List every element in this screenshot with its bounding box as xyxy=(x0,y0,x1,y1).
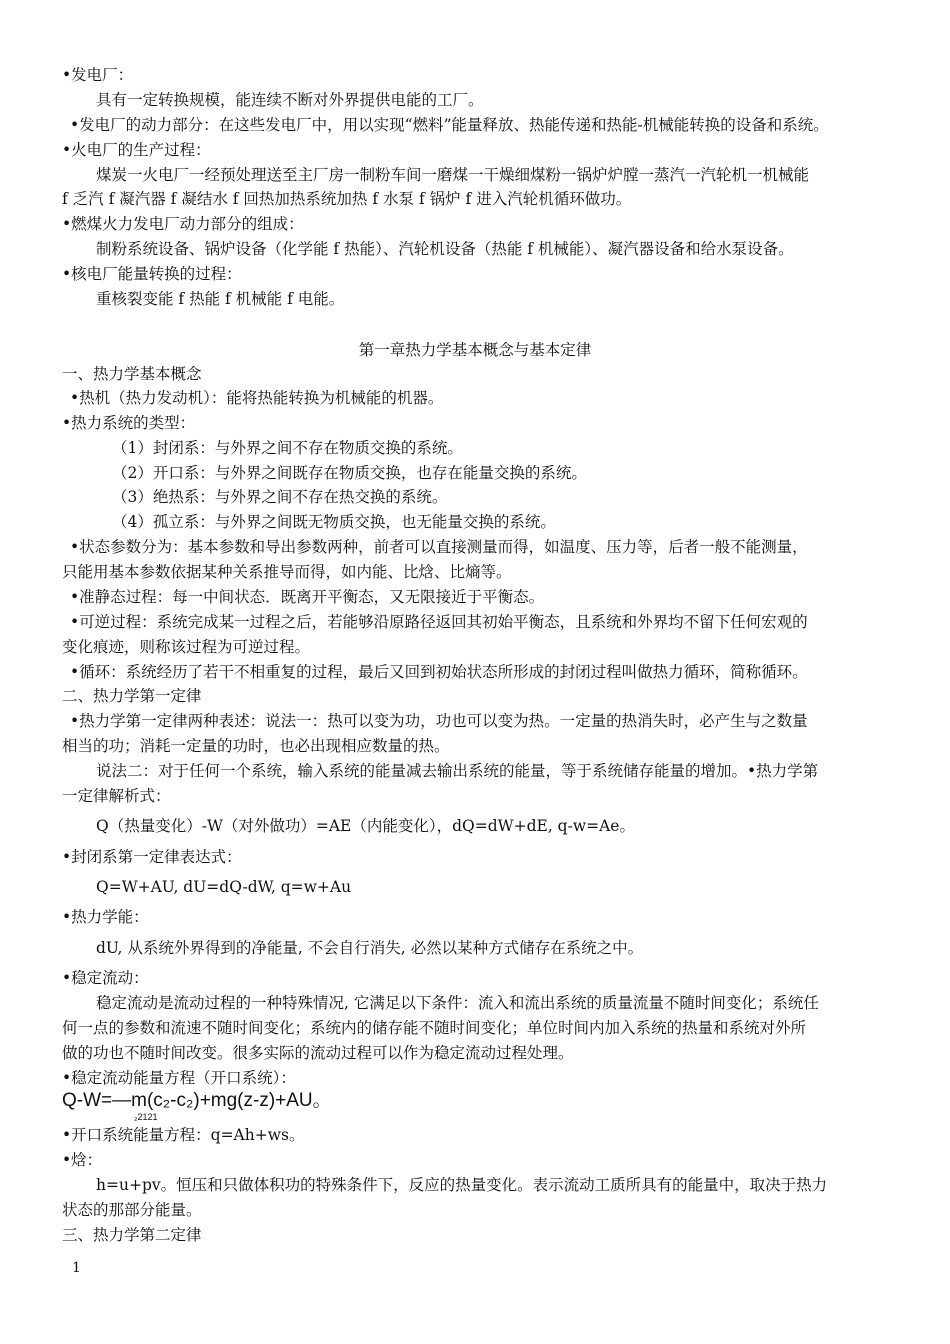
paragraph: 变化痕迹，则称该过程为可逆过程。 xyxy=(62,638,311,656)
section-heading: 三、热力学第二定律 xyxy=(62,1226,202,1244)
paragraph: 一定律解析式： xyxy=(62,787,171,805)
bullet-heat-engine: •热机（热力发动机）：能将热能转换为机械能的机器。 xyxy=(70,389,444,407)
paragraph: 煤炭一火电厂一经预处理送至主厂房一制粉车间一磨煤一干燥细煤粉一锅炉炉膛一蒸汽一汽轮机一机械能 xyxy=(96,166,810,184)
bullet-closed-system: •封闭系第一定律表达式： xyxy=(62,848,242,866)
bullet-quasi-static: •准静态过程：每一中间状态．既离开平衡态，又无限接近于平衡态。 xyxy=(70,588,545,606)
paragraph: dU, 从系统外界得到的净能量, 不会自行消失, 必然以某种方式储存在系统之中。 xyxy=(96,939,644,957)
formula: Q（热量变化）-W（对外做功）=AE（内能变化），dQ=dW+dE, q-w=Ae。 xyxy=(96,817,635,835)
paragraph: 状态的那部分能量。 xyxy=(62,1201,202,1219)
chapter-title: 第一章热力学基本概念与基本定律 xyxy=(358,341,592,359)
paragraph: 做的功也不随时间改变。很多实际的流动过程可以作为稳定流动过程处理。 xyxy=(62,1044,574,1062)
bullet-system-types: •热力系统的类型： xyxy=(62,414,196,432)
paragraph: 重核裂变能 f 热能 f 机械能 f 电能。 xyxy=(96,290,345,308)
section-heading: 一、热力学基本概念 xyxy=(62,365,202,383)
bullet-first-law: •热力学第一定律两种表述：说法一：热可以变为功，功也可以变为热。一定量的热消失时，必产生与之数量 xyxy=(70,712,808,730)
bullet-cycle: •循环：系统经历了若干不相重复的过程，最后又回到初始状态所形成的封闭过程叫做热力循环，简称循环。 xyxy=(70,663,808,681)
paragraph: 具有一定转换规模，能连续不断对外界提供电能的工厂。 xyxy=(96,91,484,109)
paragraph: 稳定流动是流动过程的一种特殊情况, 它满足以下条件：流入和流出系统的质量流量不随时间变化；系统任 xyxy=(96,994,819,1012)
bullet-open-system: •开口系统能量方程：q=Ah+ws。 xyxy=(62,1126,305,1144)
formula: Q=W+AU, dU=dQ-dW, q=w+Au xyxy=(96,878,352,896)
bullet-power-plant: •发电厂： xyxy=(62,66,134,84)
paragraph: f 乏汽 f 凝汽器 f 凝结水 f 回热加热系统加热 f 水泵 f 锅炉 f 进入汽轮机循环做功。 xyxy=(62,190,632,208)
list-item: （3）绝热系：与外界之间不存在热交换的系统。 xyxy=(112,488,448,506)
bullet-power-section: •发电厂的动力部分：在这些发电厂中，用以实现“燃料”能量释放、热能传递和热能-机械能转换的设备和系统。 xyxy=(70,116,829,134)
paragraph: 制粉系统设备、锅炉设备（化学能 f 热能）、汽轮机设备（热能 f 机械能）、凝汽器设备和给水泵设备。 xyxy=(96,240,794,258)
steady-flow-equation: Q-W=—m(c₂-c₂)+mg(z-z)+AU。 xyxy=(62,1090,332,1111)
bullet-reversible: •可逆过程：系统完成某一过程之后，若能够沿原路径返回其初始平衡态，且系统和外界均不留下任何宏观的 xyxy=(70,613,808,631)
bullet-coal-plant-components: •燃煤火力发电厂动力部分的组成： xyxy=(62,215,304,233)
bullet-enthalpy: •焓： xyxy=(62,1151,103,1169)
bullet-steady-flow: •稳定流动： xyxy=(62,969,149,987)
paragraph: 只能用基本参数依据某种关系推导而得，如内能、比焓、比熵等。 xyxy=(62,563,512,581)
paragraph: 何一点的参数和流速不随时间变化；系统内的储存能不随时间变化；单位时间内加入系统的热量和系统对外所 xyxy=(62,1019,807,1037)
list-item: （2）开口系：与外界之间既存在物质交换，也存在能量交换的系统。 xyxy=(112,464,587,482)
list-item: （1）封闭系：与外界之间不存在物质交换的系统。 xyxy=(112,439,463,457)
section-heading: 二、热力学第一定律 xyxy=(62,687,202,705)
paragraph: 相当的功；消耗一定量的功时，也必出现相应数量的热。 xyxy=(62,737,450,755)
paragraph: h=u+pv。恒压和只做体积功的特殊条件下，反应的热量变化。表示流动工质所具有的能量中，取决于热力 xyxy=(96,1176,828,1194)
bullet-state-parameters: •状态参数分为：基本参数和导出参数两种，前者可以直接测量而得，如温度、压力等，后者一般不能测量， xyxy=(70,538,808,556)
equation-subscripts: ₂2121 xyxy=(134,1112,158,1122)
bullet-internal-energy: •热力学能： xyxy=(62,908,149,926)
paragraph: 说法二：对于任何一个系统，输入系统的能量减去输出系统的能量，等于系统储存能量的增加。•热力学第 xyxy=(96,762,819,780)
bullet-nuclear-conversion: •核电厂能量转换的过程： xyxy=(62,265,242,283)
page-number: 1 xyxy=(72,1260,81,1276)
bullet-steady-flow-equation: •稳定流动能量方程（开口系统）： xyxy=(62,1069,296,1087)
bullet-thermal-process: •火电厂的生产过程： xyxy=(62,141,211,159)
list-item: （4）孤立系：与外界之间既无物质交换，也无能量交换的系统。 xyxy=(112,513,556,531)
